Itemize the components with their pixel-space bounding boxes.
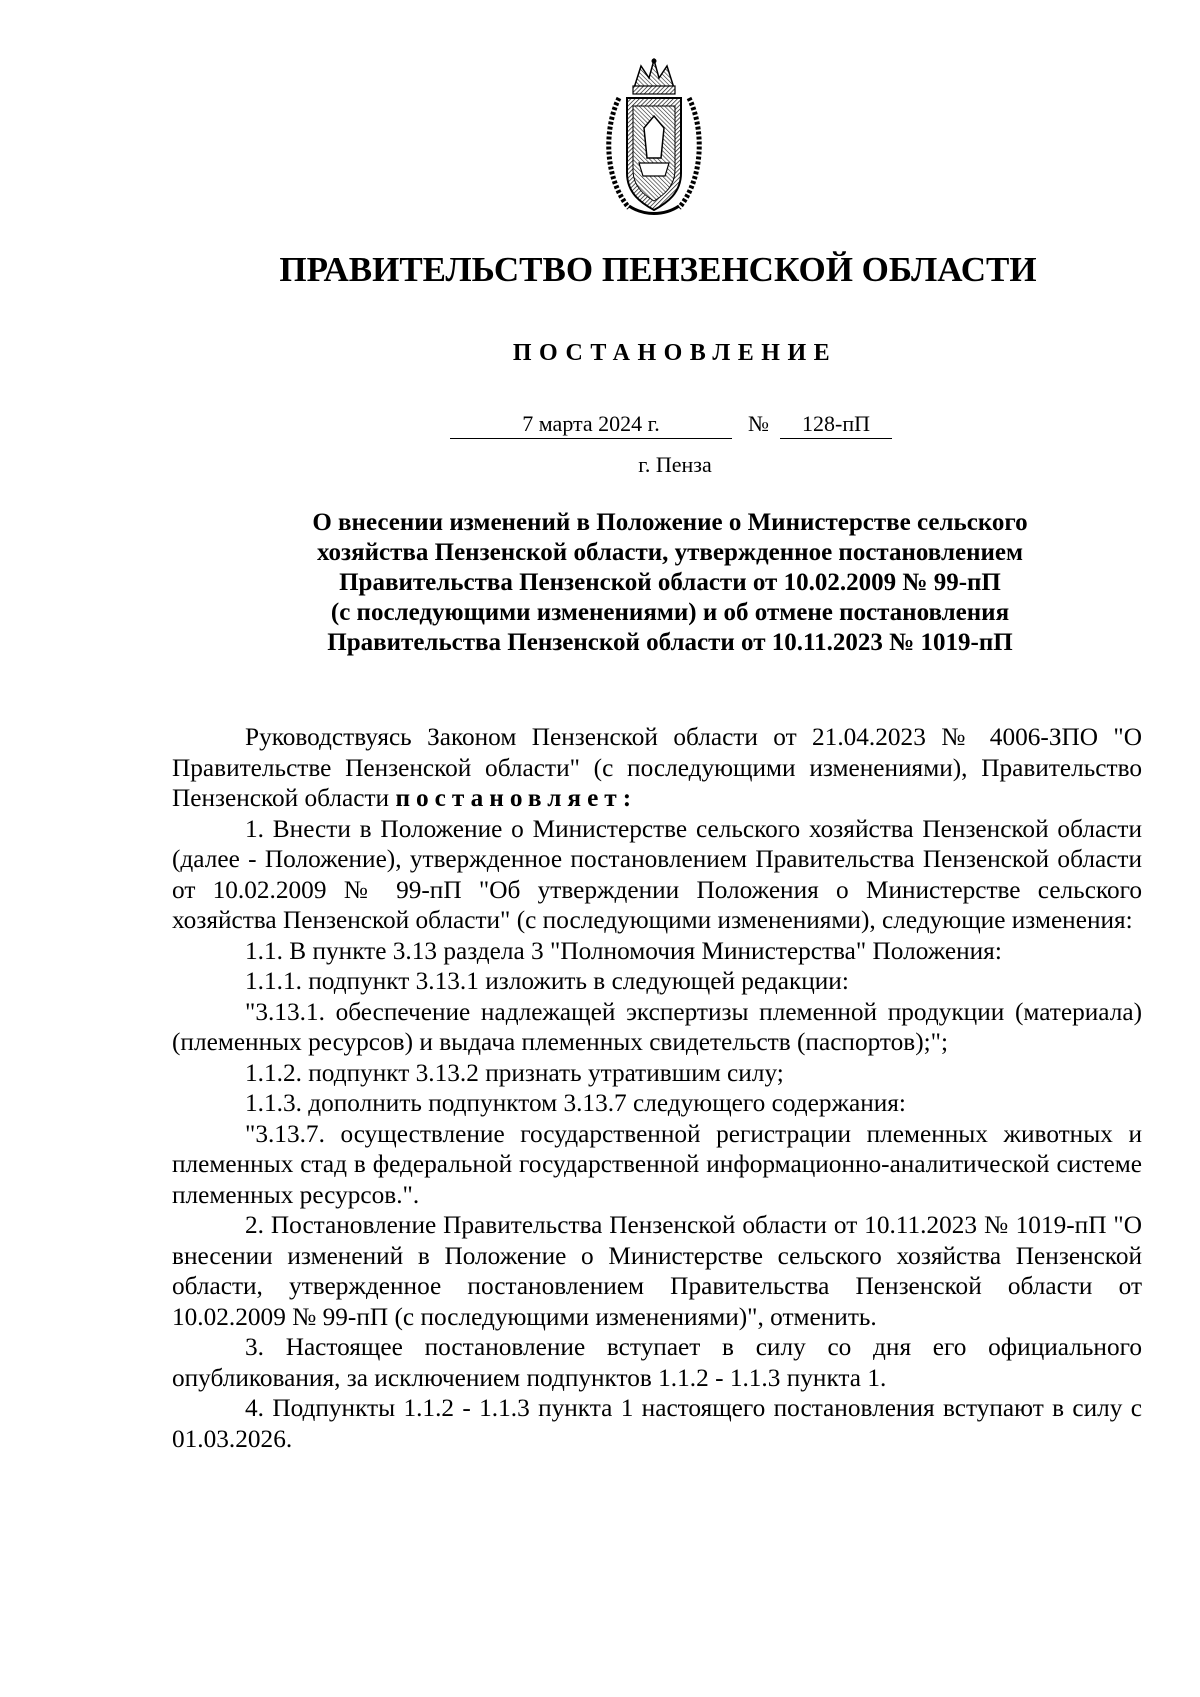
body-paragraph: 1.1.3. дополнить подпунктом 3.13.7 следующего содержания:	[245, 1089, 906, 1117]
document-city: г. Пенза	[638, 452, 712, 477]
subject-line: Правительства Пензенской области от 10.02.2009 № 99-пП	[339, 569, 1001, 596]
penza-oblast-coat-of-arms-icon	[599, 58, 709, 218]
body-paragraph: 1.1. В пункте 3.13 раздела 3 "Полномочия Министерства" Положения:	[245, 936, 1002, 965]
subject-line: О внесении изменений в Положение о Министерстве сельского	[312, 509, 1028, 536]
body-paragraph: "3.13.1. обеспечение надлежащей экспертизы племенной продукции (материала) (племенных ресурсов) и выдача племенных свидетельств (паспортов);";	[172, 997, 1142, 1056]
subject-line: хозяйства Пензенской области, утвержденное постановлением	[316, 539, 1024, 566]
body-paragraph: "3.13.7. осуществление государственной регистрации племенных животных и племенных стад в федеральной государственной информационно-аналитической системе племенных ресурсов.".	[172, 1119, 1142, 1209]
document-date: 7 марта 2024 г.	[450, 410, 732, 439]
document-type: ПОСТАНОВЛЕНИЕ	[512, 340, 838, 366]
government-title: ПРАВИТЕЛЬСТВО ПЕНЗЕНСКОЙ ОБЛАСТИ	[279, 250, 1037, 289]
document-body	[172, 722, 1142, 1454]
subject-line: Правительства Пензенской области от 10.11.2023 № 1019-пП	[327, 629, 1013, 656]
document-number: 128-пП	[780, 410, 892, 439]
number-sign: №	[748, 411, 769, 436]
preamble-text: Руководствуясь Законом Пензенской области от 21.04.2023 № 4006-ЗПО "О Правительстве Пензенской области" (с последующими изменениями), Правительство Пензенской области	[172, 723, 1142, 812]
subject-line: (с последующими изменениями) и об отмене постановления	[330, 599, 1010, 626]
body-paragraph: 1.1.2. подпункт 3.13.2 признать утратившим силу;	[245, 1058, 784, 1087]
body-paragraph: 3. Настоящее постановление вступает в силу со дня его официального опубликования, за исключением подпунктов 1.1.2 - 1.1.3 пункта 1.	[172, 1333, 1142, 1392]
preamble-paragraph	[172, 722, 1142, 814]
body-paragraph: 4. Подпункты 1.1.2 - 1.1.3 пункта 1 настоящего постановления вступают в силу с 01.03.2026.	[172, 1394, 1142, 1453]
body-paragraph: 2. Постановление Правительства Пензенской области от 10.11.2023 № 1019-пП "О внесении изменений в Положение о Министерстве сельского хозяйства Пензенской области, утвержденное постановлением Правительства Пензенской области от 10.02.2009 № 99-пП (с последующими изменениями)", отменить.	[172, 1211, 1142, 1331]
body-paragraph: 1.1.1. подпункт 3.13.1 изложить в следующей редакции:	[245, 967, 849, 995]
decrees-word: постановляет:	[395, 784, 638, 812]
document-subject	[170, 508, 1170, 658]
body-paragraph: 1. Внести в Положение о Министерстве сельского хозяйства Пензенской области (далее - Положение), утвержденное постановлением Правительства Пензенской области от 10.02.2009 № 99-пП "Об утверждении Положения о Министерстве сельского хозяйства Пензенской области" (с последующими изменениями), следующие изменения:	[172, 814, 1142, 934]
